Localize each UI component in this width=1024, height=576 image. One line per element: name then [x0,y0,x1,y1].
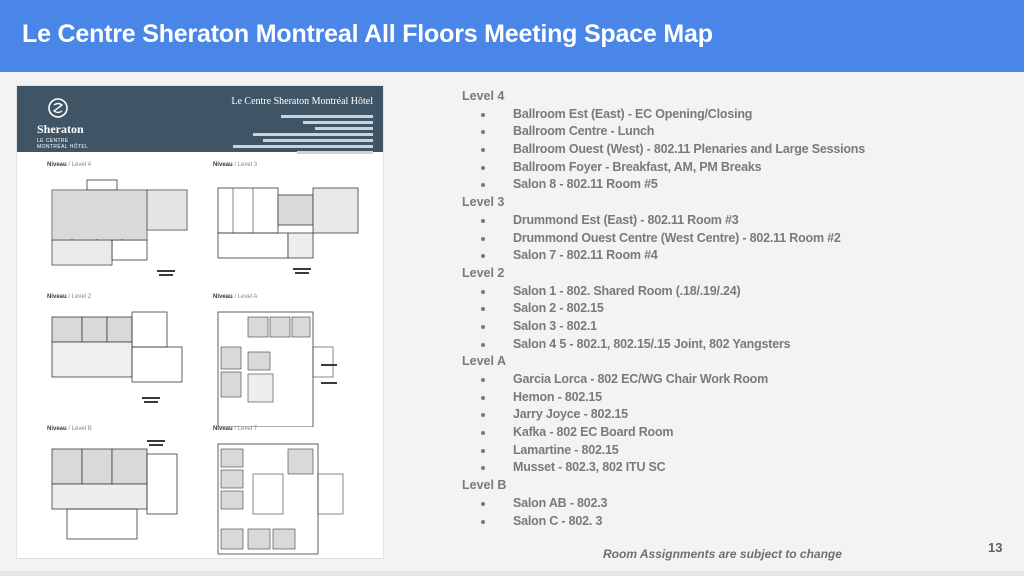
panel-label: Niveau / Level A [213,294,258,300]
bullet-icon [481,148,485,152]
room-assignment-text: Hemon - 802.15 [513,389,602,404]
map-banner [17,86,383,152]
room-assignment-item [462,176,942,194]
bullet-icon [481,396,485,400]
room-assignment-text: Salon C - 802. 3 [513,513,603,528]
room-assignment-item [462,371,942,389]
room-assignment-text: Salon 4 5 - 802.1, 802.15/.15 Joint, 802 Yangsters [513,336,791,351]
page-number: 13 [988,540,1003,555]
brand-sub-line: MONTRÉAL HÔTEL [37,144,89,150]
floor-plan-level-4 [47,170,212,285]
bullet-icon [481,290,485,294]
panel-label: Niveau / Level 7 [213,426,258,432]
bullet-icon [481,307,485,311]
room-assignment-text: Salon 8 - 802.11 Room #5 [513,177,658,192]
bullet-icon [481,113,485,117]
bullet-icon [481,219,485,223]
room-assignment-item [462,389,942,407]
bullet-icon [481,343,485,347]
floor-panel-level-4 [47,162,212,287]
room-assignment-text: Garcia Lorca - 802 EC/WG Chair Work Room [513,372,769,386]
room-assignment-item [462,406,942,424]
room-assignment-item [462,300,942,318]
floor-panel-level-b [47,426,212,551]
floor-panel-level-2 [47,294,212,419]
room-assignment-item [462,141,942,159]
bullet-icon [481,413,485,417]
room-assignment-text: Lamartine - 802.15 [513,442,619,457]
bullet-icon [481,520,485,524]
room-assignment-text: Salon 7 - 802.11 Room #4 [513,248,658,263]
room-assignment-item [462,123,942,141]
room-assignment-text: Salon 1 - 802. Shared Room (.18/.19/.24) [513,283,741,298]
room-assignment-item [462,459,942,477]
room-assignment-item [462,106,942,124]
level-heading: Level 3 [462,195,505,210]
room-assignment-item [462,424,942,442]
panel-label: Niveau / Level 4 [47,162,92,168]
room-assignment-item [462,247,942,265]
room-assignment-item [462,318,942,336]
level-heading: Level 2 [462,265,505,280]
brand-name: Sheraton [37,122,84,136]
room-assignment-item [462,513,942,531]
bullet-icon [481,449,485,453]
bullet-icon [481,325,485,329]
room-assignment-text: Ballroom Ouest (West) - 802.11 Plenaries and Large Sessions [513,142,865,157]
floor-plan-level-a [213,302,378,427]
bottom-strip [0,571,1024,576]
room-assignment-item [462,230,942,248]
bullet-icon [481,237,485,241]
room-assignment-text: Musset - 802.3, 802 ITU SC [513,460,666,475]
floor-plan-level-b [47,434,212,558]
level-heading: Level A [462,354,507,369]
floor-plan-level-2 [47,302,212,417]
bullet-icon [481,502,485,506]
brand-sub [37,138,88,150]
level-heading: Level B [462,478,507,493]
floor-panel-level-a [213,294,378,419]
panel-label: Niveau / Level 2 [47,294,92,300]
bullet-icon [481,130,485,134]
room-assignment-text: Ballroom Est (East) - EC Opening/Closing [513,106,753,121]
room-assignment-item [462,159,942,177]
bullet-icon [481,431,485,435]
title-bar [0,0,1024,72]
room-assignment-text: Drummond Ouest Centre (West Centre) - 802.11 Room #2 [513,230,841,245]
floor-map-image [17,86,383,558]
bullet-icon [481,166,485,170]
room-assignment-text: Salon AB - 802.3 [513,495,608,510]
change-note: Room Assignments are subject to change [603,547,842,561]
panel-label: Niveau / Level 3 [213,162,258,168]
room-assignment-item [462,283,942,301]
room-assignment-text: Kafka - 802 EC Board Room [513,425,674,440]
bullet-icon [481,254,485,258]
address-block [233,112,373,154]
bullet-icon [481,466,485,470]
floor-panel-level-3 [213,162,378,287]
room-assignment-text: Ballroom Centre - Lunch [513,124,655,139]
hotel-title: Le Centre Sheraton Montréal Hôtel [231,96,373,107]
room-assignment-list [462,88,942,530]
room-assignment-text: Salon 2 - 802.15 [513,301,604,316]
room-assignment-text: Drummond Est (East) - 802.11 Room #3 [513,212,739,227]
floor-plan-level-3 [213,170,378,285]
bullet-icon [481,378,485,382]
panel-label: Niveau / Level B [47,426,92,432]
bullet-icon [481,183,485,187]
floor-panel-level-7 [213,426,378,551]
room-assignment-item [462,442,942,460]
room-assignment-text: Jarry Joyce - 802.15 [513,407,628,422]
level-heading: Level 4 [462,89,505,103]
room-assignment-item [462,212,942,230]
page-title: Le Centre Sheraton Montreal All Floors Meeting Space Map [22,20,713,48]
room-assignment-text: Salon 3 - 802.1 [513,318,597,333]
room-assignment-text: Ballroom Foyer - Breakfast, AM, PM Breaks [513,159,762,174]
brand-sub-line: LE CENTRE [37,138,69,144]
room-assignment-item [462,495,942,513]
floor-plan-level-7 [213,434,378,558]
room-assignment-item [462,336,942,354]
